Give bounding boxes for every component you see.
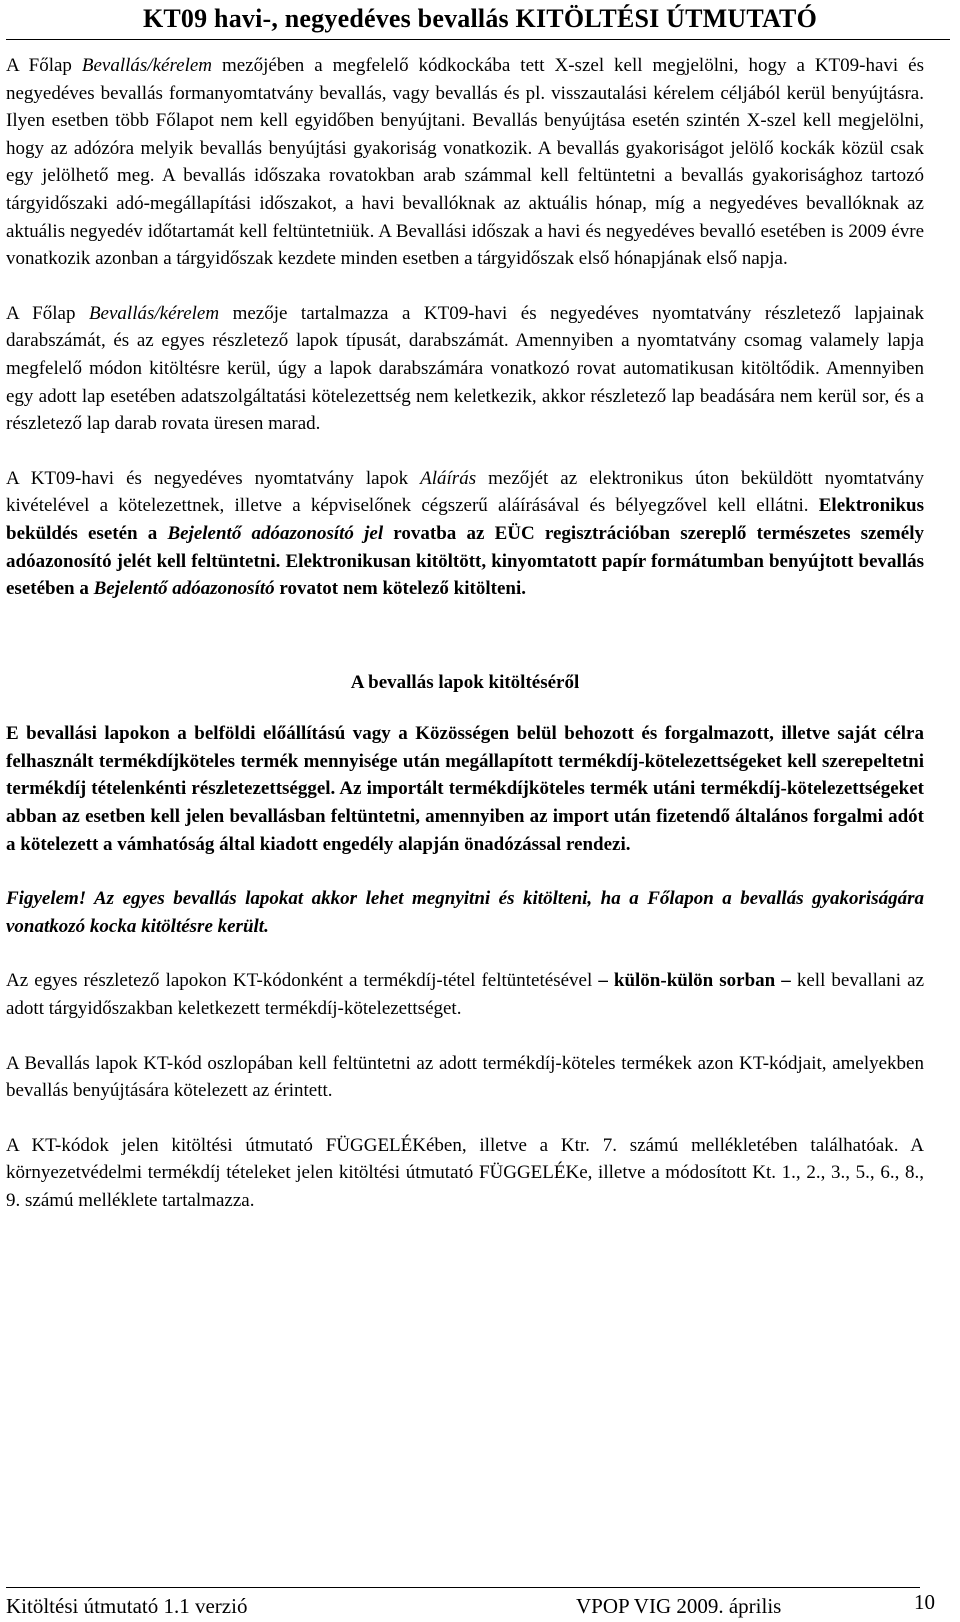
text-run: A KT09-havi és negyedéves nyomtatvány lapok: [6, 467, 421, 489]
page-footer: [6, 1590, 954, 1620]
bold-text: rovatba az EÜC regisztrációban szereplő természetes személy adóazonosító jelét kell feltüntetni. Elektronikusan kitöltött, kinyomtatott papír formátumban benyújtott bevallás esetében a: [6, 522, 924, 600]
text-run: mezőjét az elektronikus úton beküldött nyomtatvány kivételével a kötelezettnek, illetve a képviselőnek cégszerű aláírásával és bélyegzővel kell ellátni.: [6, 467, 924, 517]
paragraph-termekdij-kotelezettseg: [6, 720, 924, 858]
footer-divider: [6, 1587, 920, 1588]
bold-text: – külön-külön sorban –: [598, 970, 791, 992]
warning-label: Figyelem!: [6, 888, 87, 910]
text-run: mezője tartalmazza a KT09-havi és negyedéves nyomtatvány részletező lapjainak darabszámát, és az egyes részletező lapok típusát, darabszámát. Amennyiben a nyomtatvány csomag valamely lapja megfelelő módon kitöltésre kerül, úgy a lapok darabszámára vonatkozó rovat automatikusan kitöltődik. Amennyiben egy adott lap esetében adatszolgáltatási kötelezettség nem keletkezik, akkor részletező lap beadására nem kerül sor, és a részletező lap darab rovata üresen marad.: [6, 302, 924, 435]
paragraph-kt-kod-oszlop: A Bevallás lapok KT-kód oszlopában kell feltüntetni az adott termékdíj-köteles termékek azon KT-kódjait, amelyekben bevallás benyújtására kötelezett az érintett.: [6, 1052, 924, 1102]
paragraph-figyelem: [6, 885, 924, 940]
header-divider: [6, 39, 950, 40]
warning-text: Az egyes bevallás lapokat akkor lehet megnyitni és kitölteni, ha a Főlapon a bevallás gyakoriságára vonatkozó kocka kitöltésre került.: [6, 888, 924, 937]
bold-italic-field-name: Bejelentő adóazonosító: [93, 578, 275, 600]
paragraph-reszletezo-lapok: [6, 967, 924, 1022]
paragraph-fo-lap-bevallas: [6, 52, 924, 273]
footer-version: Kitöltési útmutató 1.1 verzió: [6, 1594, 248, 1618]
section-heading: A bevallás lapok kitöltéséről: [350, 671, 580, 693]
paragraph-alairas: [6, 465, 924, 603]
bold-italic-field-name: Bejelentő adóazonosító jel: [167, 522, 384, 544]
bold-text: rovatot nem kötelező kitölteni.: [274, 578, 526, 600]
text-run: A Főlap: [6, 55, 82, 76]
text-run: mezőjében a megfelelő kódkockába tett X-szel kell megjelölni, hogy a KT09-havi és negyedéves bevallás formanyomtatvány bevallás, vagy bevallás és pl. visszautalási kérelem céljából kerül benyújtásra. Ilyen esetben több Főlapot nem kell egyidőben benyújtani. Bevallás benyújtása esetén szintén X-szel kell megjelölni, hogy az adózóra melyik bevallás benyújtási gyakoriság vonatkozik. A bevallás gyakoriságot jelölő kockák közül csak egy jelölhető meg. A bevallás időszaka rovatokban arab számmal kell feltüntetni a bevallás gyakorisághoz tartozó tárgyidőszaki adó-megállapítási időszakot, a havi bevallóknak az aktuális hónap, míg a negyedéves bevallóknak az aktuális negyedév időtartamát kell feltüntetniük. A Bevallási időszak a havi és negyedéves bevalló esetében is 2009 évre vonatkozik azonban a tárgyidőszak kezdete minden esetben a tárgyidőszak első hónapjának első napja.: [6, 55, 924, 270]
text-run: kell bevallani az adott tárgyidőszakban keletkezett termékdíj-kötelezettséget.: [6, 970, 925, 1020]
page-number: 10: [914, 1590, 935, 1614]
page-header: [0, 0, 960, 42]
text-run: A Főlap: [6, 302, 89, 324]
field-name-italic: Bevallás/kérelem: [81, 55, 212, 76]
document-title: KT09 havi-, negyedéves bevallás KITÖLTÉSI ÚTMUTATÓ: [142, 4, 818, 33]
paragraph-fo-lap-darabszam: [6, 300, 924, 438]
text-run: Az egyes részletező lapokon KT-kódonként a termékdíj-tétel feltüntetésével: [6, 970, 599, 992]
field-name-italic: Bevallás/kérelem: [88, 302, 220, 324]
field-name-italic: Aláírás: [420, 467, 477, 489]
document-body: [6, 52, 924, 1242]
footer-issuer-date: VPOP VIG 2009. április: [576, 1594, 782, 1618]
bold-text: Elektronikus beküldés esetén a: [6, 495, 924, 544]
paragraph-kt-kodok-fuggelek: A KT-kódok jelen kitöltési útmutató FÜGGELÉKében, illetve a Ktr. 7. számú mellékletében találhatóak. A környezetvédelmi termékdíj tételeket jelen kitöltési útmutató FÜGGELÉKe, illetve a módosított Kt. 1., 2., 3., 5., 6., 8., 9. számú melléklete tartalmazza.: [6, 1134, 924, 1211]
bold-text: E bevallási lapokon a belföldi előállítású vagy a Közösségen belül behozott és forgalmazott, illetve saját célra felhasznált termékdíjköteles termék mennyisége után megállapított termékdíj-kötelezettségeket kell szerepeltetni termékdíj tételenkénti részletezettséggel. Az importált termékdíjköteles termék utáni termékdíj-kötelezettségeket abban az esetben kell jelen bevallásban feltüntetni, amennyiben az import után fizetendő általános forgalmi adót a kötelezett a vámhatóság által kiadott engedély alapján önadózással rendezi.: [6, 723, 924, 855]
